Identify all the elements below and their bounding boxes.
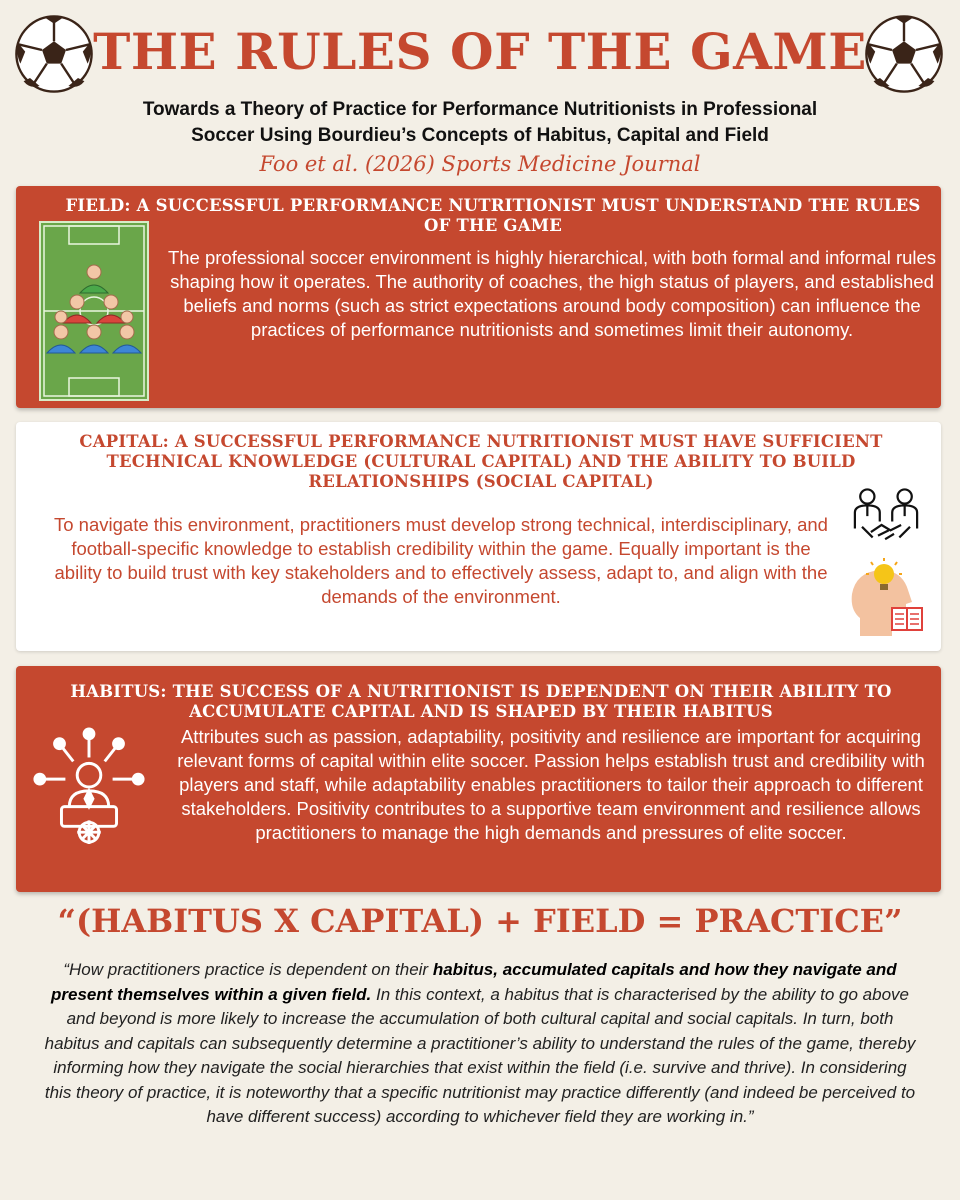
capital-body: To navigate this environment, practitioners must develop strong technical, interdisciplinary, and football-specific knowledge to establish credibility within the game. Equally important is the ability to build trust with key stakeholders and to effectively assess, adapt to, and align with the demands of the environment.: [54, 514, 828, 607]
capital-heading: CAPITAL: A SUCCESSFUL PERFORMANCE NUTRITIONIST MUST HAVE SUFFICIENT TECHNICAL KNOWLEDGE (CULTURAL CAPITAL) AND THE ABILITY TO BUILD RELATIONSHIPS (SOCIAL CAPITAL): [79, 432, 883, 491]
habitus-panel: [16, 666, 941, 892]
citation: Foo et al. (2026) Sports Medicine Journal: [259, 152, 701, 176]
capital-panel: [16, 422, 941, 651]
handshake-icon: [846, 484, 926, 550]
subtitle-line: Towards a Theory of Practice for Performance Nutritionists in Professional: [142, 99, 818, 120]
summary-quote: [40, 958, 920, 1130]
subtitle-line: Soccer Using Bourdieu’s Concepts of Habitus, Capital and Field: [191, 125, 769, 146]
page-title: THE RULES OF THE GAME: [93, 22, 867, 81]
field-heading: FIELD: A SUCCESSFUL PERFORMANCE NUTRITIONIST MUST UNDERSTAND THE RULES OF THE GAME: [65, 196, 921, 235]
practice-equation: “(HABITUS X CAPITAL) + FIELD = PRACTICE”: [57, 902, 903, 940]
quote-rest: In this context, a habitus that is characterised by the ability to go above and beyond is more likely to increase the accumulation of both cultural capital and social capitals. In turn, both habitus and capitals can subsequently determine a practitioner’s ability to understand the rules of the game, thereby informing how they navigate the social hierarchies that exist within the field (i.e. survive and thrive). In considering this theory of practice, it is noteworthy that a specific nutritionist may practice differently (and indeed be perceived to have different success) according to whichever field they are working in.”: [44, 984, 916, 1126]
quote-open: “How practitioners practice is dependent on their: [63, 960, 433, 979]
field-panel: [16, 186, 941, 408]
quote-emphasis: habitus, accumulated capitals and how they navigate and present themselves within a given field.: [51, 960, 897, 1004]
head-lightbulb-book-icon: [846, 558, 926, 638]
person-network-icon: [30, 726, 148, 844]
field-body: The professional soccer environment is highly hierarchical, with both formal and informal rules shaping how it operates. The authority of coaches, the high status of players, and established beliefs and norms (such as strict expectations around body composition) can influence the practices of performance nutritionists and sometimes limit their autonomy.: [167, 247, 937, 340]
team-formation-icon: [38, 221, 150, 401]
habitus-heading: HABITUS: THE SUCCESS OF A NUTRITIONIST IS DEPENDENT ON THEIR ABILITY TO ACCUMULATE CAPITAL AND IS SHAPED BY THEIR HABITUS: [70, 682, 892, 721]
habitus-body: Attributes such as passion, adaptability, positivity and resilience are important for acquiring relevant forms of capital within elite soccer. Passion helps establish trust and credibility with players and staff, while adaptability enables practitioners to tailor their approach to different stakeholders. Positivity contributes to a supportive team environment and resilience allows practitioners to manage the high demands and pressures of elite soccer.: [177, 726, 925, 843]
page-subtitle: [60, 97, 900, 149]
